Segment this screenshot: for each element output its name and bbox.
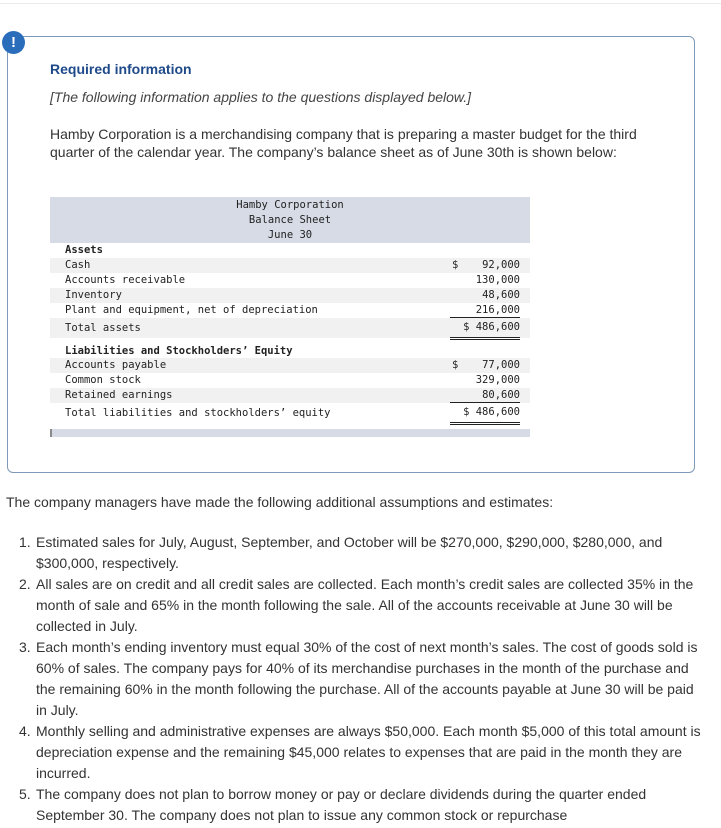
- ppe-value: 216,000: [450, 303, 520, 318]
- statement-date: June 30: [267, 229, 313, 241]
- ap-value: 77,000: [482, 359, 520, 371]
- table-row: [50, 373, 530, 388]
- table-row: [50, 303, 530, 318]
- intro-paragraph: Hamby Corporation is a merchandising company that is preparing a master budget for the third quarter of the calendar year. The company’s balance sheet as of June 30th is shown below:: [50, 126, 637, 160]
- list-item: 2. All sales are on credit and all credit sales are collected. Each month’s credit sales are collected 35% in the month of sale and 65% in the month following the sale. All of the accounts receivable at June 30 will be collected in July.: [19, 576, 694, 634]
- ap-currency: $: [452, 359, 459, 371]
- balance-sheet-header: [50, 197, 530, 243]
- list-item: 5. The company does not plan to borrow money or pay or declare dividends during the quarter ended September 30. The company does not plan to issue any common stock or repurchase: [19, 786, 647, 823]
- required-info-title: Required information: [50, 61, 192, 77]
- liab-heading: Liabilities and Stockholders’ Equity: [65, 345, 293, 357]
- ap-label: Accounts payable: [65, 359, 167, 371]
- total-le-label: Total liabilities and stockholders’ equity: [65, 407, 331, 419]
- ar-value: 130,000: [475, 274, 520, 286]
- total-assets-label: Total assets: [65, 322, 141, 334]
- cash-label: Cash: [65, 259, 91, 271]
- assets-heading: Assets: [65, 244, 103, 256]
- company-name: Hamby Corporation: [236, 199, 344, 211]
- assets-heading-row: [50, 243, 530, 258]
- statement-name: Balance Sheet: [248, 214, 332, 226]
- alert-icon: !: [2, 31, 25, 54]
- required-info-subtitle: [The following information applies to the questions displayed below.]: [50, 89, 472, 105]
- ar-label: Accounts receivable: [65, 274, 186, 286]
- table-row: [50, 358, 530, 373]
- table-row: [50, 403, 530, 423]
- assumptions-intro: The company managers have made the following additional assumptions and estimates:: [6, 494, 554, 510]
- list-item: 1. Estimated sales for July, August, September, and October will be $270,000, $290,000, $280,000, and $300,000, respectively.: [19, 534, 663, 571]
- assumptions-list: [19, 532, 701, 826]
- inventory-value: 48,600: [482, 289, 520, 301]
- re-value: 80,600: [450, 388, 520, 403]
- balance-sheet-table: [50, 197, 530, 437]
- table-row: [50, 318, 530, 338]
- list-item: 3. Each month’s ending inventory must equal 30% of the cost of next month’s sales. The cost of goods sold is 60% of sales. The company pays for 40% of its merchandise purchases in the month of the purchase and the remaining 60% in the month following the purchase. All of the accounts payable at June 30 will be paid in July.: [19, 639, 698, 718]
- cash-value: 92,000: [482, 259, 520, 271]
- ppe-label: Plant and equipment, net of depreciation: [65, 304, 318, 316]
- table-row: [50, 273, 530, 288]
- cash-currency: $: [452, 259, 459, 271]
- inventory-label: Inventory: [65, 289, 122, 301]
- top-divider: [0, 3, 721, 4]
- list-item: 4. Monthly selling and administrative expenses are always $50,000. Each month $5,000 of this total amount is depreciation expense and the remaining $45,000 relates to expenses that are paid in the month they are incurred.: [19, 723, 701, 781]
- cs-label: Common stock: [65, 374, 141, 386]
- table-row: [50, 258, 530, 273]
- cs-value: 329,000: [475, 374, 520, 386]
- table-row: [50, 288, 530, 303]
- re-label: Retained earnings: [65, 389, 173, 401]
- balance-sheet-footer: [50, 429, 530, 437]
- total-le-value: $ 486,600: [450, 403, 520, 425]
- liab-heading-row: [50, 338, 530, 358]
- table-row: [50, 388, 530, 403]
- total-assets-value: $ 486,600: [450, 318, 520, 340]
